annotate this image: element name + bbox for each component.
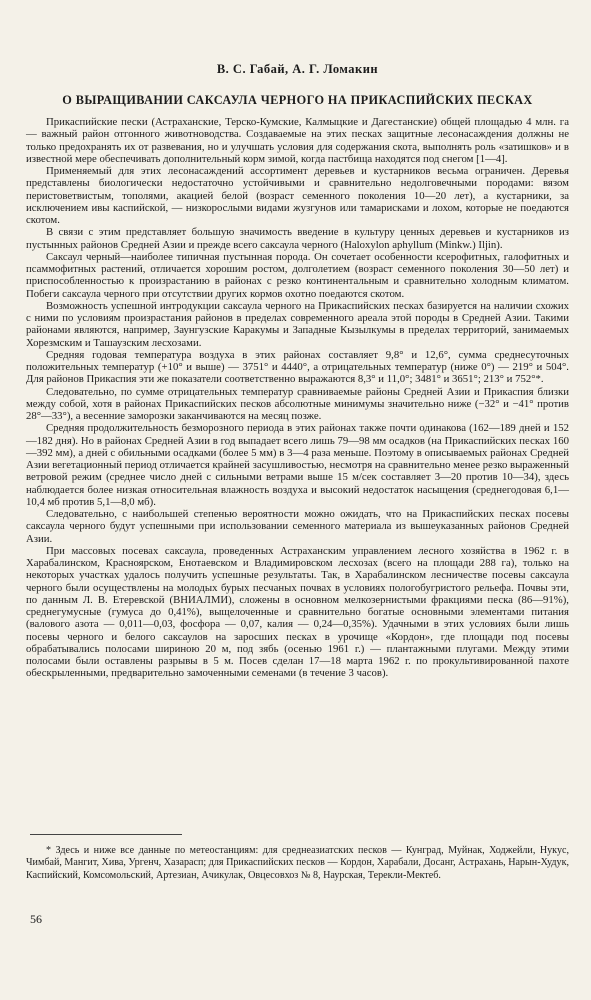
paragraph: Возможность успешной интродукции саксаула черного на Прикаспийских песках базируется на наличии схожих с ними по условиям произрастания районов в пределах современного ареала этой породы в Средней Азии. Такими районами являются, например, Заунгузские Каракумы и Западные Кызылкумы в пределах территорий, занимаемых Хорезмским и Ташаузским лесхозами. — [26, 299, 569, 349]
paragraph: Применяемый для этих лесонасаждений ассортимент деревьев и кустарников весьма ограничен. Деревья представлены биологически недостаточно устойчивыми и сравнительно недолговечными породами: вязом перистоветвистым, тополями, акацией белой (возраст семенного поколения 10—20 лет), а кустарники, за исключением ивы каспийской, — низкорослыми видами жузгунов или тамарисками и лохом, которые не поедаются скотом. — [26, 165, 569, 226]
page-number: 56 — [30, 912, 42, 926]
paragraph: При массовых посевах саксаула, проведенных Астраханским управлением лесного хозяйства в 1962 г. в Харабалинском, Красноярском, Енотаевском и Владимировском лесхозах (всего на площади 288 га), только на некоторых участках удалось получить успешные результаты. Так, в Харабалинском лесничестве посевы саксаула черного были осуществлены на молодых бурых песчаных почвах в условиях пологобугристого рельефа. Почвы эти, по данным Л. В. Етеревской (ВНИАЛМИ), сложены в основном мелкозернистыми фракциями песка (86—91%), среднегумусные (гумуса до 0,41%), выщелоченные и сравнительно богатые основными элементами питания (валового азота — 0,011—0,03, фосфора — 0,07, калия — 0,24—0,35%). Удачными в этих условиях были лишь посевы черного и белого саксаулов на заросших песках в урочище «Кордон», где площади под посевы обрабатывались полосами шириною 20 м, под зябь (осенью 1961 г.) — плантажными плугами. Между этими полосами были оставлены разрывы в 5 м. Посев сделан 17—18 марта 1962 г. по прокультивированной пахоте обескрыленными, предварительно замоченными семенами (в течение 3 часов). — [26, 544, 569, 680]
paragraph: Следовательно, по сумме отрицательных температур сравниваемые районы Средней Азии и Прикаспия близки между собой, хотя в районах Прикаспийских песков абсолютные минимумы значительно ниже (−32° и −41° против 28°—33°), а весенние заморозки заканчиваются на месяц позже. — [26, 385, 569, 422]
article-authors: В. С. Габай, А. Г. Ломакин — [216, 62, 379, 76]
article-title: О ВЫРАЩИВАНИИ САКСАУЛА ЧЕРНОГО НА ПРИКАСПИЙСКИХ ПЕСКАХ — [62, 93, 533, 107]
article-body — [26, 116, 569, 680]
paragraph: Саксаул черный—наиболее типичная пустынная порода. Он сочетает особенности ксерофитных, галофитных и псаммофитных растений, отличается хорошим ростом, долголетием (возраст семенного поколения 30—50 лет) и приспособленностью к произрастанию в районах с резко континентальным и сравнительно холодным климатом. Побеги саксаула черного при отсутствии других кормов охотно поедаются скотом. — [26, 250, 569, 300]
paragraph: Прикаспийские пески (Астраханские, Терско-Кумские, Калмыцкие и Дагестанские) общей площадью 4 млн. га — важный район отгонного животноводства. Создаваемые на этих песках защитные лесонасаждения должны не только предохранять их от развевания, но и улучшать условия для содержания скота, выполнять роль «затишков» и в известной мере обеспечивать дополнительный корм зимой, когда пастбища находятся под снегом [1—4]. — [26, 116, 569, 165]
footnote-section — [26, 834, 569, 882]
paragraph: Средняя продолжительность безморозного периода в этих районах также почти одинакова (162—189 дней и 152—182 дня). Но в районах Средней Азии в год выпадает всего лишь 79—98 мм осадков (на Прикаспийских песках 160—392 мм), а дней с обильными осадками (более 5 мм) в 3—4 раза меньше. Поэтому в описываемых районах Средней Азии вегетационный период отличается крайней засушливостью, несмотря на сравнительно менее резко выраженный ветровой режим (среднее число дней с сильными ветрами выше 15 м/сек составляет 3—20 против 10—34), здесь наблюдается более низкая относительная влажность воздуха и высокий недостаток насыщения (среднегодовая 6,1—10,4 мб против 5,1—8,0 мб). — [26, 422, 569, 508]
footnote-divider — [30, 834, 182, 835]
footnote: * Здесь и ниже все данные по метеостанциям: для среднеазиатских песков — Кунград, Муйнак, Ходжейли, Нукус, Чимбай, Мангит, Хива, Ургенч, Хазарасп; для Прикаспийских песков — Кордон, Харабали, Досанг, Астрахань, Нарын-Худук, Каспийский, Комсомольский, Артезиан, Ачикулак, Овцесовхоз № 8, Наурская, Терекли-Мектеб. — [26, 845, 569, 881]
paragraph: Средняя годовая температура воздуха в этих районах составляет 9,8° и 12,6°, сумма среднесуточных положительных температур (+10° и выше) — 3751° и 4440°, а отрицательных температур (ниже 0°) — 219° и 504°. Для районов Прикаспия эти же показатели соответственно выражаются 8,3° и 11,0°; 3481° и 3651°; 213° и 752°*. — [26, 348, 569, 386]
paragraph: В связи с этим представляет большую значимость введение в культуру ценных деревьев и кустарников из пустынных районов Средней Азии и прежде всего саксаула черного (Haloxylon aphyllum (Minkw.) Iljin). — [26, 226, 569, 251]
paragraph: Следовательно, с наибольшей степенью вероятности можно ожидать, что на Прикаспийских песках посевы саксаула черного будут успешными при использовании семенного материала из вышеуказанных районов Средней Азии. — [26, 508, 569, 545]
